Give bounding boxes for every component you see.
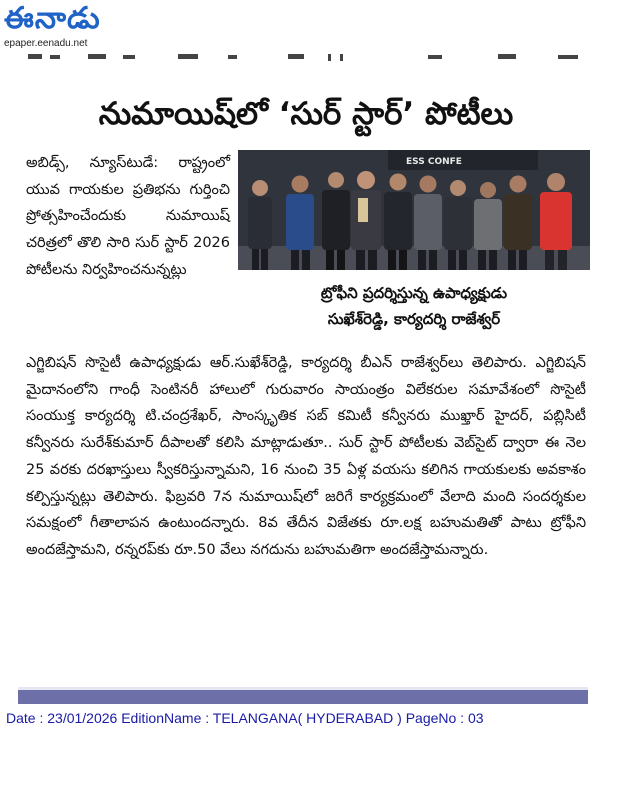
- photo-caption: [238, 280, 590, 336]
- lead-paragraph: అబిడ్స్‌, న్యూస్‌టుడే: రాష్ట్రంలో యువ గాయకుల ప్రతిభను గుర్తించి ప్రోత్సహించేందుకు నుమాయిష్‌ చరిత్రలో తొలి సారి సుర్‌ స్టార్‌ 2026 పోటీలను నిర్వహించనున్నట్లు: [26, 155, 230, 278]
- eenadu-logo[interactable]: [4, 2, 144, 54]
- logo-wordmark: ఈనాడు: [4, 1, 101, 36]
- caption-line-1: ట్రోఫీని ప్రదర్శిస్తున్న ఉపాధ్యక్షుడు: [320, 284, 508, 302]
- next-article-band: [18, 690, 588, 704]
- clipped-text-fragment: [28, 52, 588, 62]
- edition-info: Date : 23/01/2026 EditionName : TELANGANA( HYDERABAD ) PageNo : 03: [6, 710, 484, 726]
- press-conference-photo: [238, 150, 590, 270]
- caption-line-2: సుఖేశ్‌రెడ్డి, కార్యదర్శి రాజేశ్వర్‌: [327, 310, 501, 328]
- site-url: epaper.eenadu.net: [4, 38, 88, 49]
- cropped-text-strokes: [28, 52, 588, 62]
- photo-illustration: [238, 150, 590, 270]
- banner-text: ESS CONFE: [406, 157, 462, 167]
- article-body: ఎగ్జిబిషన్‌ సొసైటీ ఉపాధ్యక్షుడు ఆర్‌.సుఖేశ్‌రెడ్డి, కార్యదర్శి బీఎన్‌ రాజేశ్వర్‌లు తెలిపారు. ఎగ్జిబిషన్‌ మైదానంలోని గాంధీ సెంటినరీ హాలులో గురువారం సాయంత్రం విలేకరుల సమావేశంలో సొసైటీ సంయుక్త కార్యదర్శి టి.చంద్రశేఖర్‌, సాంస్కృతిక సబ్‌ కమిటీ కన్వీనరు ముఖ్తార్‌ హైదర్‌, పబ్లిసిటీ కన్వీనరు సురేశ్‌కుమార్‌ దీపాలతో కలిసి మాట్లాడుతూ.. సుర్‌ స్టార్‌ పోటీలకు వెబ్‌సైట్‌ ద్వారా ఈ నెల 25 వరకు దరఖాస్తులు స్వీకరిస్తున్నామని, 16 నుంచి 35 ఏళ్ల వయసు కలిగిన గాయకులకు అవకాశం కల్పిస్తున్నట్లు తెలిపారు. ఫిబ్రవరి 7న నుమాయిష్‌లో జరిగే కార్యక్రమంలో వేలాది మంది సందర్శకుల సమక్షంలో గీతాలాపన ఉంటుందన్నారు. 8వ తేదీన విజేతకు రూ.లక్ష బహుమతితో పాటు ట్రోఫీని అందజేస్తామని, రన్నరప్‌కు రూ.50 వేలు నగదును బహుమతిగా అందజేస్తామన్నారు.: [26, 355, 586, 558]
- article-headline: నుమాయిష్‌లో ‘సుర్‌ స్టార్‌’ పోటీలు: [98, 96, 514, 132]
